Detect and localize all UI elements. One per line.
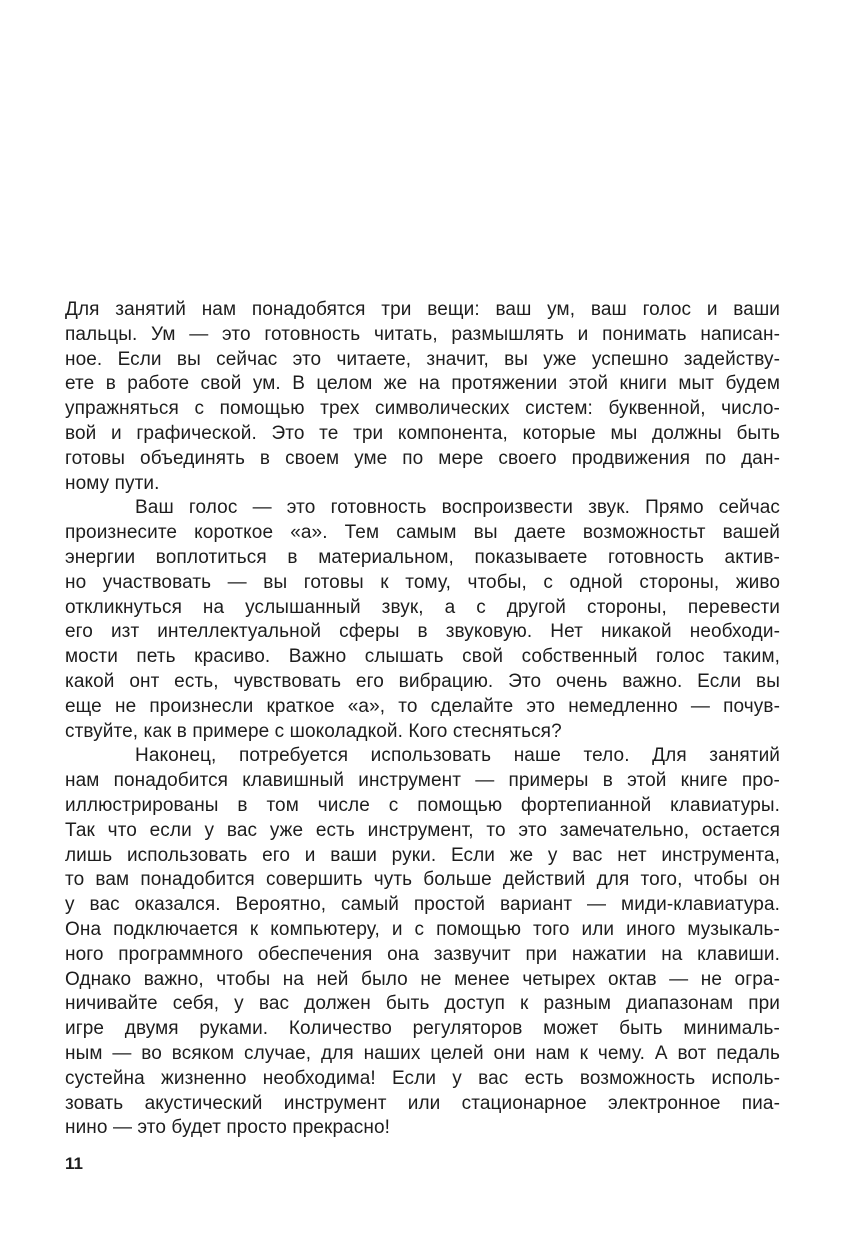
text-line: то вам понадобится совершить чуть больше действий для того, чтобы он xyxy=(65,869,780,891)
text-line: мости петь красиво. Важно слышать свой собственный голос таким, xyxy=(65,646,780,668)
text-line: нам понадобится клавишный инструмент — примеры в этой книге про- xyxy=(65,770,780,792)
text-line: откликнуться на услышанный звук, а с другой стороны, перевести xyxy=(65,596,780,618)
text-line: Однако важно, чтобы на ней было не менее четырех октав — не огра- xyxy=(65,968,780,990)
text-line: упражняться с помощью трех символических систем: буквенной, число- xyxy=(65,398,780,420)
text-line: иллюстрированы в том числе с помощью фортепианной клавиатуры. xyxy=(65,794,780,816)
page-footer xyxy=(65,1154,83,1174)
text-line: сустейна жизненно необходима! Если у вас есть возможность исполь- xyxy=(65,1067,780,1089)
text-line: ное. Если вы сейчас это читаете, значит, вы уже успешно задейству- xyxy=(65,348,780,370)
text-line: Наконец, потребуется использовать наше тело. Для занятий xyxy=(135,745,780,767)
text-line: его изт интеллектуальной сферы в звуковую. Нет никакой необходи- xyxy=(65,621,780,643)
text-line: какой онт есть, чувствовать его вибрацию. Это очень важно. Если вы xyxy=(65,670,780,692)
text-line: ному пути. xyxy=(65,472,160,494)
text-line: но участвовать — вы готовы к тому, чтобы, с одной стороны, живо xyxy=(65,571,780,593)
text-line: нино — это будет просто прекрасно! xyxy=(65,1117,391,1139)
text-line: вой и графической. Это те три компонента, которые мы должны быть xyxy=(65,422,780,444)
text-line: пальцы. Ум — это готовность читать, размышлять и понимать написан- xyxy=(65,323,780,345)
text-line: ничивайте себя, у вас должен быть доступ к разным диапазонам при xyxy=(65,993,780,1015)
paragraph xyxy=(65,298,780,496)
text-line: ете в работе свой ум. В целом же на протяжении этой книги мыт будем xyxy=(65,373,780,395)
text-line: лишь использовать его и ваши руки. Если же у вас нет инструмента, xyxy=(65,844,780,866)
text-line: игре двумя руками. Количество регуляторов может быть минималь- xyxy=(65,1018,780,1040)
page-number: 11 xyxy=(65,1154,83,1173)
text-line: произнесите короткое «а». Тем самым вы даете возможностьт вашей xyxy=(65,522,780,544)
text-line: Для занятий нам понадобятся три вещи: ваш ум, ваш голос и ваши xyxy=(65,299,780,320)
text-line: ного программного обеспечения она зазвучит при нажатии на клавиши. xyxy=(65,943,780,965)
paragraph xyxy=(65,496,780,744)
text-line: готовы объединять в своем уме по мере своего продвижения по дан- xyxy=(65,447,780,469)
text-line: Ваш голос — это готовность воспроизвести звук. Прямо сейчас xyxy=(135,497,780,519)
body-text-block xyxy=(65,298,780,1141)
text-line: зовать акустический инструмент или стационарное электронное пиа- xyxy=(65,1092,780,1114)
text-line: ствуйте, как в примере с шоколадкой. Кого стесняться? xyxy=(65,720,562,742)
text-line: энергии воплотиться в материальном, показываете готовность актив- xyxy=(65,546,780,568)
text-line: ным — во всяком случае, для наших целей они нам к чему. А вот педаль xyxy=(65,1042,780,1064)
text-line: еще не произнесли краткое «а», то сделайте это немедленно — почув- xyxy=(65,695,780,717)
text-line: у вас оказался. Вероятно, самый простой вариант — миди-клавиатура. xyxy=(65,894,780,916)
text-line: Она подключается к компьютеру, и с помощью того или иного музыкаль- xyxy=(65,918,780,940)
text-line: Так что если у вас уже есть инструмент, то это замечательно, остается xyxy=(65,819,780,841)
paragraph xyxy=(65,744,780,1141)
